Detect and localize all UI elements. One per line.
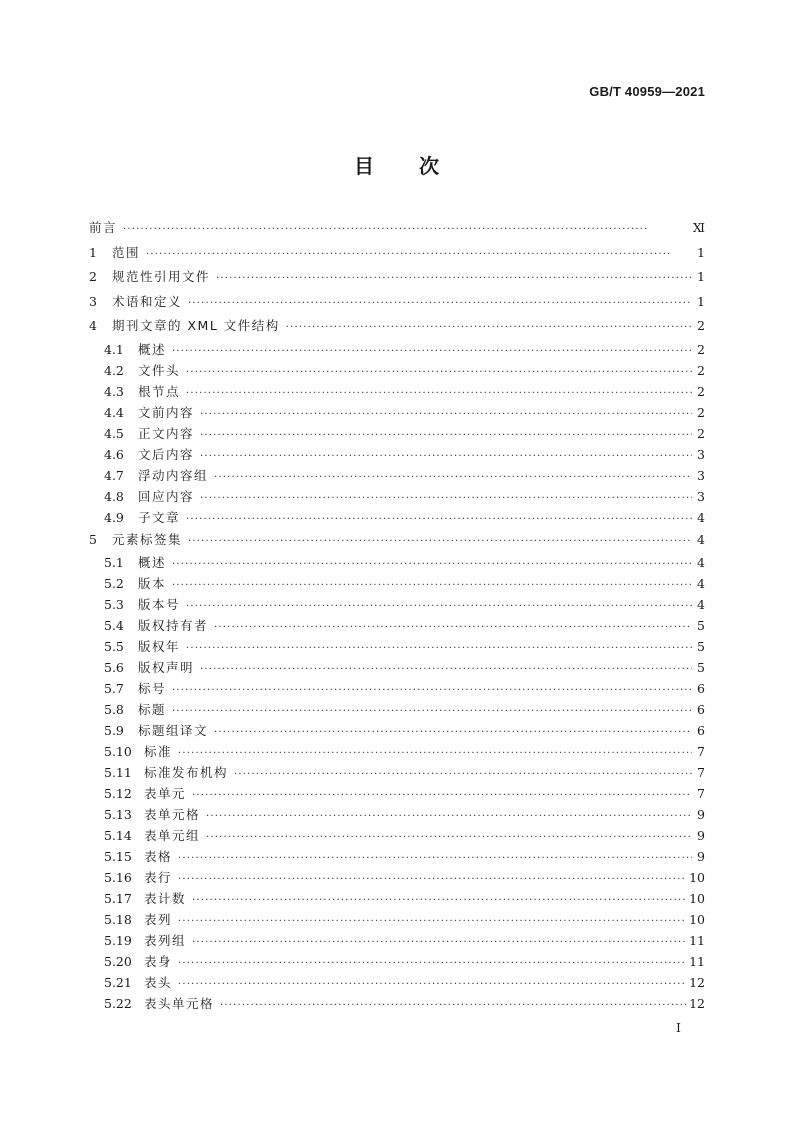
- toc-entry-label: 表单元: [144, 786, 187, 801]
- toc-entry-page: 2: [697, 341, 705, 357]
- toc-entry[interactable]: [89, 720, 705, 741]
- toc-leader-dots: [192, 785, 692, 806]
- toc-entry-page: 5: [697, 660, 705, 675]
- toc-entry[interactable]: [89, 216, 705, 241]
- toc-entry-label: 浮动内容组: [138, 467, 209, 483]
- toc-entry-number: 5.3: [104, 597, 124, 612]
- standard-number: GB/T 40959—2021: [589, 84, 705, 99]
- toc-entry[interactable]: [89, 528, 705, 553]
- toc-entry[interactable]: [89, 594, 705, 615]
- title-char-2: 次: [419, 154, 440, 178]
- toc-entry-label: 元素标签集: [112, 531, 183, 547]
- toc-entry-page: 3: [697, 446, 705, 462]
- toc-entry[interactable]: [89, 339, 705, 360]
- toc-entry-label: 前言: [89, 220, 118, 235]
- toc-leader-dots: [234, 764, 692, 785]
- toc-entry-label: 子文章: [138, 509, 181, 525]
- toc-leader-dots: [286, 316, 692, 341]
- toc-leader-dots: [206, 827, 692, 848]
- toc-entry-page: 2: [697, 404, 705, 420]
- toc-entry[interactable]: [89, 552, 705, 573]
- toc-entry[interactable]: [89, 265, 705, 290]
- toc-entry-page: 4: [697, 597, 705, 612]
- toc-entry[interactable]: [89, 636, 705, 657]
- toc-leader-dots: [200, 446, 692, 467]
- toc-entry-number: 5.7: [104, 681, 124, 696]
- toc-entry-page: 2: [697, 425, 705, 441]
- page-number: I: [676, 1020, 681, 1035]
- toc-leader-dots: [188, 530, 692, 555]
- toc-entry-number: 5.1: [104, 555, 124, 570]
- toc-entry-number: 4.4: [104, 404, 124, 420]
- toc-entry-number: 4.7: [104, 467, 124, 483]
- toc-leader-dots: [178, 953, 686, 974]
- toc-entry-label: 文前内容: [138, 404, 195, 420]
- toc-leader-dots: [178, 743, 692, 764]
- toc-entry[interactable]: [89, 993, 705, 1014]
- toc-entry-label: 回应内容: [138, 488, 195, 504]
- toc-entry-page: Ⅺ: [692, 220, 705, 235]
- toc-entry-page: 4: [697, 531, 705, 547]
- toc-entry-page: 5: [697, 618, 705, 633]
- toc-entry-number: 5.8: [104, 702, 124, 717]
- toc-entry-number: 5.10: [104, 744, 132, 759]
- toc-leader-dots: [214, 467, 692, 488]
- toc-entry-number: 4.2: [104, 362, 124, 378]
- toc-entry-number: 3: [89, 293, 97, 309]
- toc-entry-label: 标号: [138, 681, 167, 696]
- toc-entry-label: 表行: [144, 870, 173, 885]
- toc-entry[interactable]: [89, 930, 705, 951]
- toc-leader-dots: [172, 341, 692, 362]
- toc-entry-page: 12: [689, 975, 705, 990]
- toc-entry-number: 4: [89, 318, 97, 333]
- toc-entry-number: 5.16: [104, 870, 132, 885]
- toc-entry-page: 10: [689, 891, 705, 906]
- toc-entry[interactable]: [89, 888, 705, 909]
- toc-entry[interactable]: [89, 846, 705, 867]
- toc-entry-number: 5.9: [104, 723, 124, 738]
- toc-entry-number: 5.2: [104, 576, 124, 591]
- toc-entry-number: 4.8: [104, 488, 124, 504]
- toc-entry-number: 5.22: [104, 996, 132, 1011]
- toc-entry-label: 表头单元格: [144, 996, 215, 1011]
- toc-entry-page: 2: [697, 362, 705, 378]
- toc-entry[interactable]: [89, 444, 705, 465]
- toc-leader-dots: [192, 890, 686, 911]
- toc-entry[interactable]: [89, 615, 705, 636]
- toc-entry-number: 4.5: [104, 425, 124, 441]
- toc-entry[interactable]: [89, 909, 705, 930]
- page-title: [0, 150, 794, 179]
- toc-entry[interactable]: [89, 657, 705, 678]
- toc-entry[interactable]: [89, 423, 705, 444]
- toc-leader-dots: [200, 425, 692, 446]
- toc-entry-label: 范围: [112, 244, 141, 260]
- toc-entry-page: 4: [697, 509, 705, 525]
- toc-entry-number: 2: [89, 269, 97, 284]
- toc-entry[interactable]: [89, 241, 705, 266]
- toc-entry-page: 11: [689, 933, 705, 948]
- toc-leader-dots: [186, 638, 692, 659]
- toc-entry-page: 2: [697, 318, 705, 333]
- toc-entry-number: 5.11: [104, 765, 132, 780]
- toc-entry-label: 术语和定义: [112, 293, 183, 309]
- toc-leader-dots: [186, 596, 692, 617]
- toc-entry-number: 5.5: [104, 639, 124, 654]
- toc-entry-label: 版权声明: [138, 660, 195, 675]
- toc-leader-dots: [186, 383, 692, 404]
- toc-entry-label: 根节点: [138, 383, 181, 399]
- toc-entry-page: 7: [697, 744, 705, 759]
- toc-leader-dots: [200, 404, 692, 425]
- toc-entry-number: 5.12: [104, 786, 132, 801]
- toc-entry-label: 表头: [144, 975, 173, 990]
- toc-leader-dots: [214, 722, 692, 743]
- toc-entry-page: 4: [697, 555, 705, 570]
- toc-entry-number: 4.1: [104, 341, 124, 357]
- toc-leader-dots: [123, 218, 690, 243]
- toc-leader-dots: [146, 243, 692, 268]
- toc-entry-number: 5: [89, 531, 97, 547]
- toc-entry[interactable]: [89, 678, 705, 699]
- toc-entry-page: 7: [697, 765, 705, 780]
- toc-entry-label: 版权持有者: [138, 618, 209, 633]
- toc-entry-page: 9: [697, 807, 705, 822]
- toc-entry[interactable]: [89, 951, 705, 972]
- toc-entry[interactable]: [89, 360, 705, 381]
- toc-entry[interactable]: [89, 486, 705, 507]
- toc-entry-number: 5.14: [104, 828, 132, 843]
- toc-entry-page: 12: [689, 996, 705, 1011]
- toc-entry-label: 概述: [138, 341, 167, 357]
- toc-leader-dots: [192, 932, 686, 953]
- toc-entry-number: 5.4: [104, 618, 124, 633]
- toc-entry[interactable]: [89, 573, 705, 594]
- toc-entry[interactable]: [89, 804, 705, 825]
- toc-entry-label: 表单元组: [144, 828, 201, 843]
- toc-entry-label: 表单元格: [144, 807, 201, 822]
- toc-entry-number: 5.15: [104, 849, 132, 864]
- toc-entry-label: 标准: [144, 744, 173, 759]
- toc-entry-page: 10: [689, 912, 705, 927]
- toc-entry-page: 11: [689, 954, 705, 969]
- toc-entry-number: 5.13: [104, 807, 132, 822]
- toc-leader-dots: [172, 701, 692, 722]
- toc-entry-page: 7: [697, 786, 705, 801]
- toc-entry-label: 表列组: [144, 933, 187, 948]
- toc-entry-label: 标题: [138, 702, 167, 717]
- toc-entry-label: 文后内容: [138, 446, 195, 462]
- toc-leader-dots: [178, 974, 686, 995]
- toc-entry-page: 1: [697, 293, 705, 309]
- toc-entry-number: 5.6: [104, 660, 124, 675]
- toc-entry-page: 1: [697, 244, 705, 260]
- toc-entry-page: 9: [697, 849, 705, 864]
- toc-entry-page: 1: [697, 269, 705, 284]
- toc-entry-page: 10: [689, 870, 705, 885]
- toc-leader-dots: [206, 806, 692, 827]
- toc-entry-number: 5.21: [104, 975, 132, 990]
- toc-leader-dots: [216, 267, 692, 292]
- toc-entry-number: 4.6: [104, 446, 124, 462]
- toc-entry-label: 正文内容: [138, 425, 195, 441]
- toc-leader-dots: [172, 554, 692, 575]
- toc-leader-dots: [178, 848, 692, 869]
- toc-entry-label: 规范性引用文件: [112, 269, 211, 284]
- toc-leader-dots: [214, 617, 692, 638]
- toc-entry-page: 6: [697, 702, 705, 717]
- table-of-contents: [89, 216, 705, 1014]
- toc-leader-dots: [186, 509, 692, 530]
- toc-entry-label: 表格: [144, 849, 173, 864]
- toc-entry-label: 表列: [144, 912, 173, 927]
- toc-entry[interactable]: [89, 314, 705, 339]
- toc-entry[interactable]: [89, 402, 705, 423]
- toc-entry-label: 标准发布机构: [144, 765, 229, 780]
- toc-entry[interactable]: [89, 741, 705, 762]
- toc-entry-page: 4: [697, 576, 705, 591]
- toc-leader-dots: [172, 680, 692, 701]
- toc-entry-number: 1: [89, 244, 97, 260]
- toc-entry-label: 版本号: [138, 597, 181, 612]
- toc-entry-label: 文件头: [138, 362, 181, 378]
- toc-entry-page: 5: [697, 639, 705, 654]
- toc-entry[interactable]: [89, 972, 705, 993]
- toc-entry-label: 概述: [138, 555, 167, 570]
- toc-leader-dots: [178, 869, 686, 890]
- toc-entry[interactable]: [89, 867, 705, 888]
- toc-leader-dots: [172, 575, 692, 596]
- toc-entry[interactable]: [89, 762, 705, 783]
- toc-leader-dots: [178, 911, 686, 932]
- toc-entry[interactable]: [89, 825, 705, 846]
- toc-entry-label: 表计数: [144, 891, 187, 906]
- toc-entry-page: 6: [697, 723, 705, 738]
- toc-entry-label: 期刊文章的 XML 文件结构: [112, 318, 280, 333]
- toc-entry-label: 版本: [138, 576, 167, 591]
- toc-entry[interactable]: [89, 507, 705, 528]
- toc-entry-number: 5.18: [104, 912, 132, 927]
- toc-leader-dots: [220, 995, 686, 1016]
- toc-entry-page: 2: [697, 383, 705, 399]
- toc-entry-number: 5.20: [104, 954, 132, 969]
- toc-entry-label: 标题组译文: [138, 723, 209, 738]
- toc-entry-label: 表身: [144, 954, 173, 969]
- title-char-1: 目: [354, 154, 375, 178]
- toc-leader-dots: [186, 362, 692, 383]
- toc-entry[interactable]: [89, 465, 705, 486]
- toc-entry-page: 6: [697, 681, 705, 696]
- toc-entry-number: 5.19: [104, 933, 132, 948]
- toc-entry-page: 3: [697, 467, 705, 483]
- toc-leader-dots: [200, 659, 692, 680]
- toc-entry-number: 5.17: [104, 891, 132, 906]
- toc-entry[interactable]: [89, 699, 705, 720]
- toc-entry[interactable]: [89, 783, 705, 804]
- toc-leader-dots: [200, 488, 692, 509]
- toc-entry-label: 版权年: [138, 639, 181, 654]
- toc-entry-number: 4.9: [104, 509, 124, 525]
- toc-entry-page: 3: [697, 488, 705, 504]
- toc-entry-page: 9: [697, 828, 705, 843]
- toc-entry[interactable]: [89, 381, 705, 402]
- toc-leader-dots: [188, 292, 692, 317]
- toc-entry[interactable]: [89, 290, 705, 315]
- toc-entry-number: 4.3: [104, 383, 124, 399]
